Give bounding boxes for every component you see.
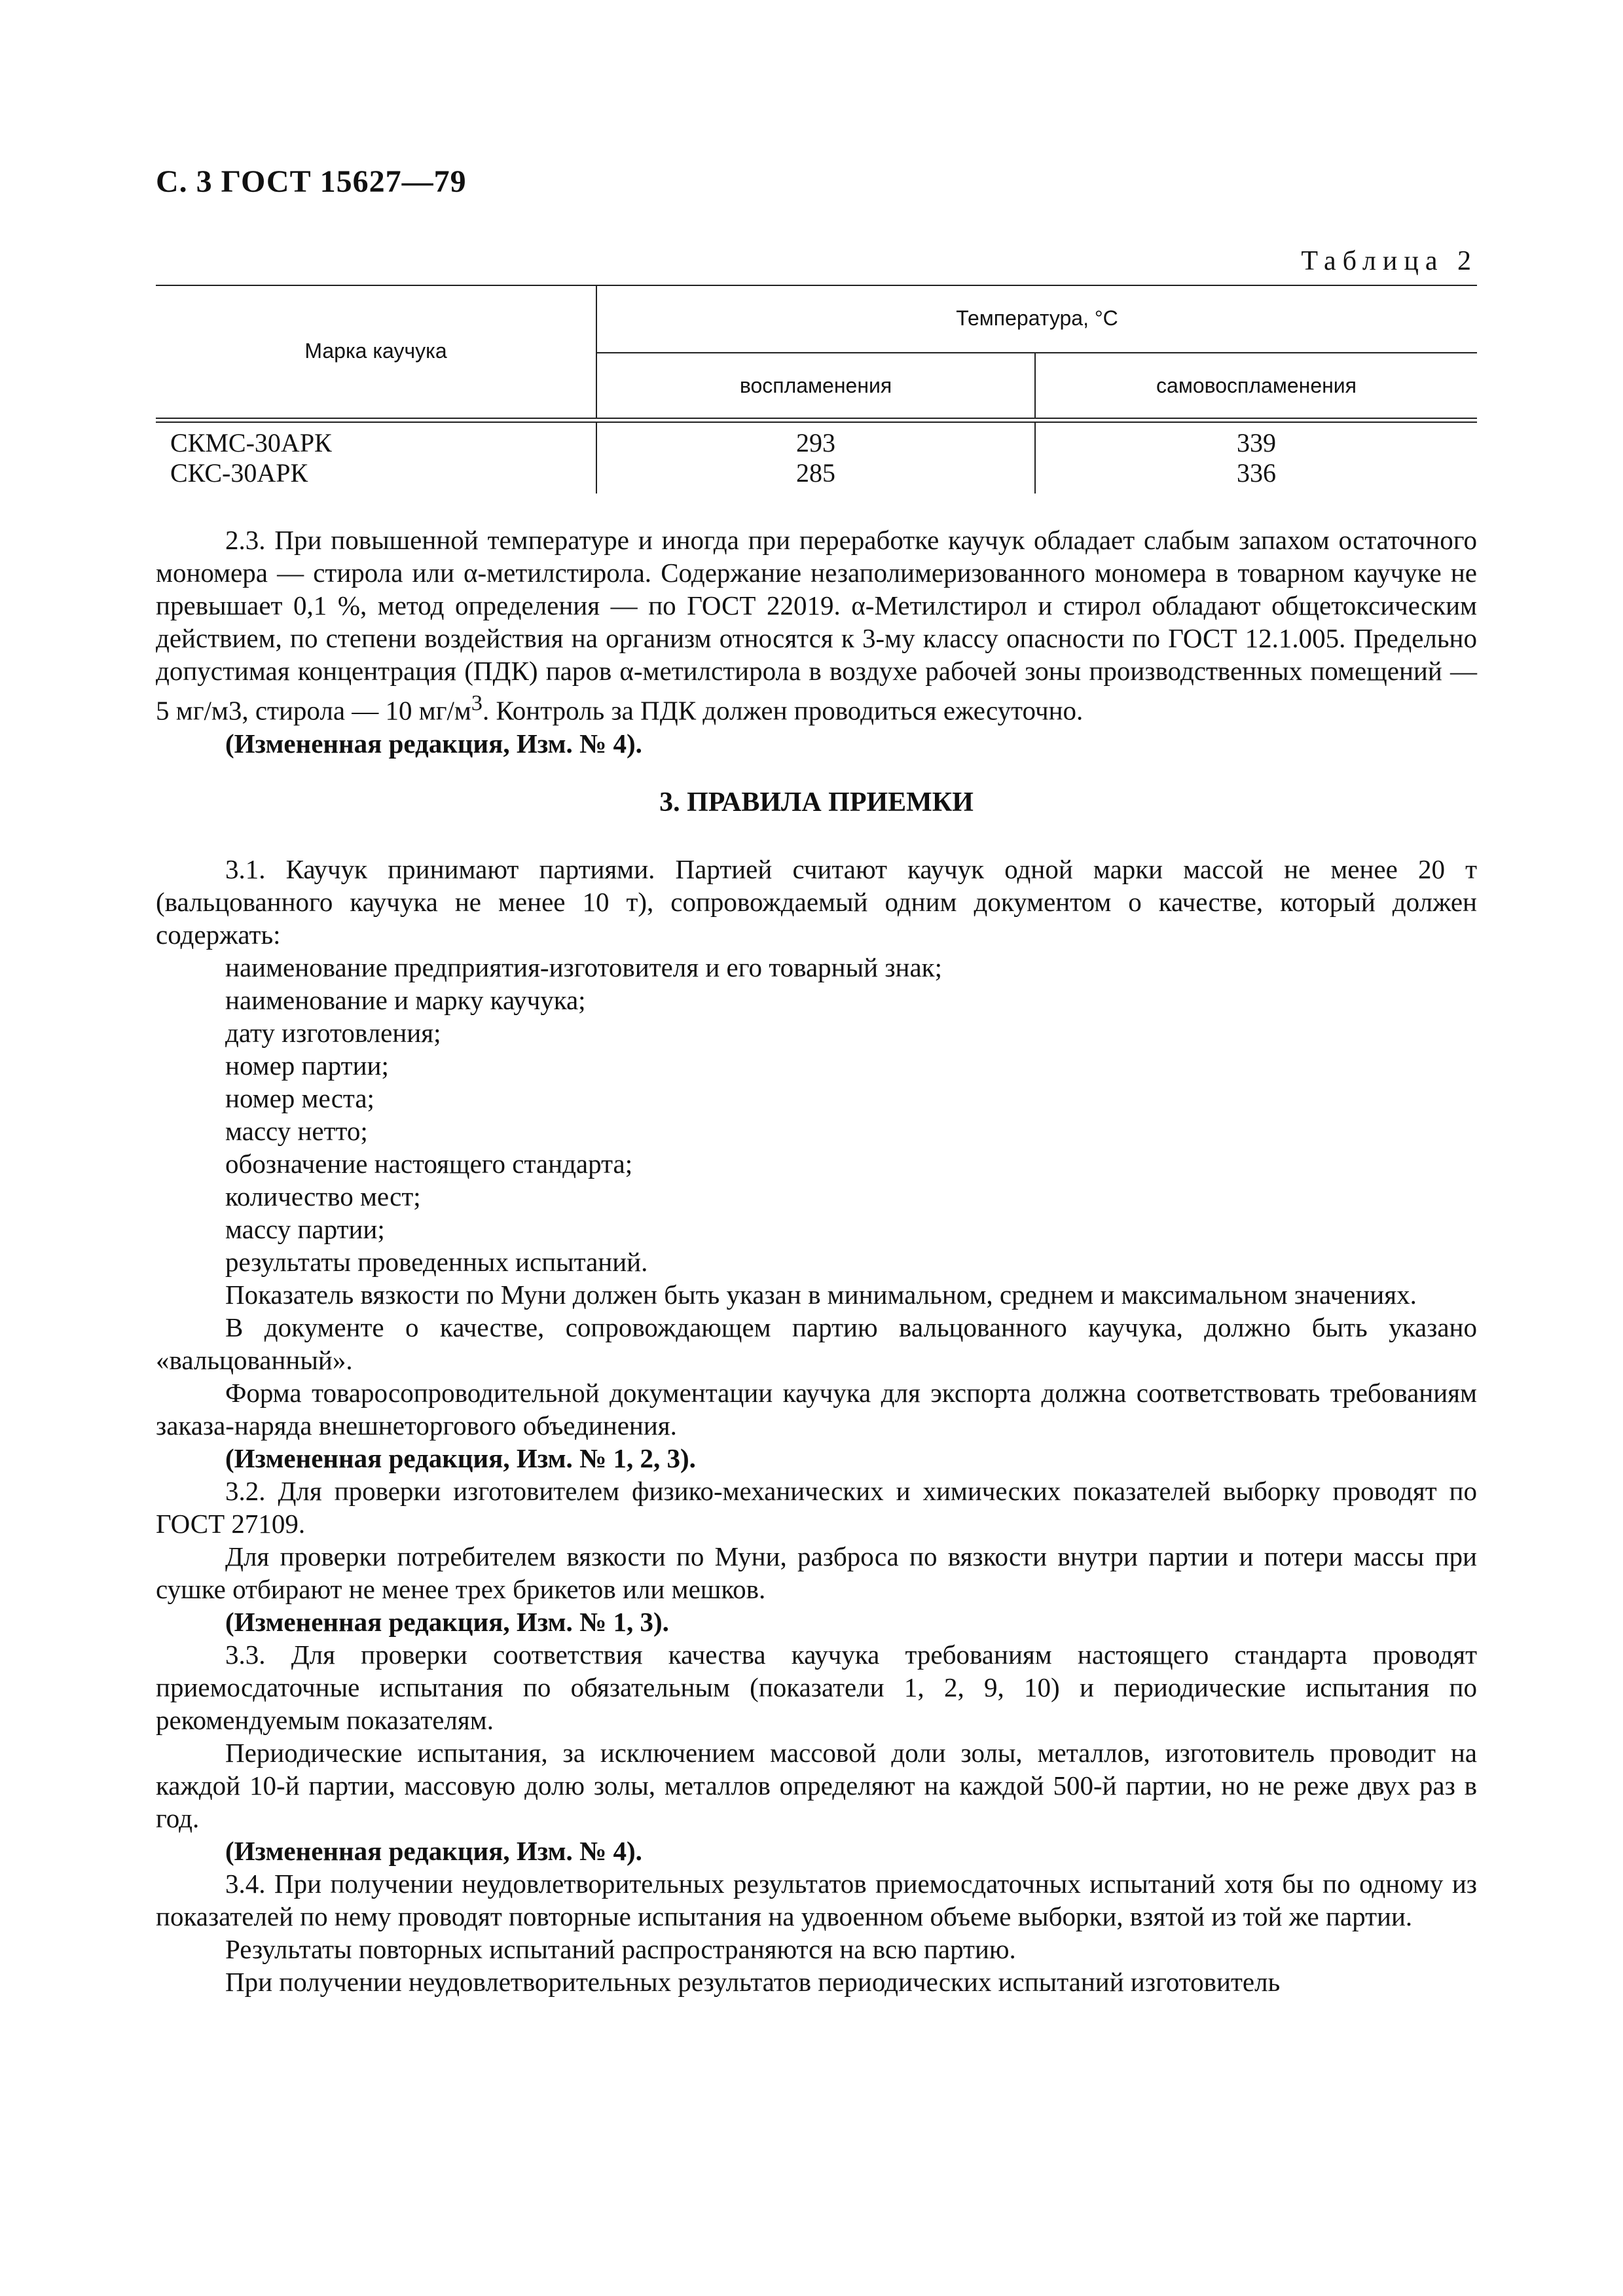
header-ignition: воспламенения bbox=[739, 373, 892, 397]
paragraph-consumer-check: Для проверки потребителем вязкости по Муни, разброса по вязкости внутри партии и потери массы при сушке отбирают не менее трех брикетов или мешков. bbox=[156, 1541, 1477, 1604]
list-item: массу нетто; bbox=[225, 1115, 368, 1146]
amendment-note: (Измененная редакция, Изм. № 4). bbox=[225, 1835, 642, 1866]
paragraph-2-3: 2.3. При повышенной температуре и иногда при переработке каучук обладает слабым запахом остаточного мономера — стирола или α-метилстирола. Содержание незаполимеризованного мономера в товарном каучуке не превышает 0,1 %, метод определения — по ГОСТ 22019. α-Метилстирол и стирол обладают общетоксическим действием, по степени воздействия на организм относятся к 3-му классу опасности по ГОСТ 12.1.005. Предельно допустимая концентрация (ПДК) паров α-метилстирола в воздухе рабочей зоны производственных помещений — 5 мг/м3, стирола — 10 $мг/м^3$. Контроль за ПДК должен проводиться ежесуточно. bbox=[156, 525, 1477, 726]
table-header-rule-2 bbox=[156, 422, 1477, 423]
paragraph-mooney: Показатель вязкости по Муни должен быть указан в минимальном, среднем и максимальном значениях. bbox=[225, 1279, 1417, 1310]
paragraph-periodic-failure: При получении неудовлетворительных результатов периодических испытаний изготовитель bbox=[225, 1966, 1281, 1997]
list-item: номер партии; bbox=[225, 1050, 389, 1081]
list-item: дату изготовления; bbox=[225, 1017, 441, 1048]
list-item: обозначение настоящего стандарта; bbox=[225, 1148, 633, 1179]
paragraph-periodic-tests: Периодические испытания, за исключением массовой доли золы, металлов, изготовитель проводит на каждой 10-й партии, массовую долю золы, металлов определяют на каждой 500-й партии, но не реже двух раз в год. bbox=[156, 1737, 1477, 1833]
row-1-ignition: 293 bbox=[796, 428, 835, 457]
section-3-title: 3. ПРАВИЛА ПРИЕМКИ bbox=[659, 787, 974, 817]
list-item: наименование и марку каучука; bbox=[225, 984, 586, 1015]
row-1-brand: СКМС-30АРК bbox=[170, 428, 332, 457]
amendment-note: (Измененная редакция, Изм. № 1, 3). bbox=[225, 1606, 669, 1637]
page-header: С. 3 ГОСТ 15627—79 bbox=[156, 164, 467, 199]
temperature-table bbox=[156, 285, 1477, 494]
row-2-ignition: 285 bbox=[796, 458, 835, 488]
header-self-ignition: самовоспламенения bbox=[1156, 373, 1357, 397]
document-body bbox=[156, 524, 1477, 1998]
list-item: количество мест; bbox=[225, 1181, 421, 1211]
table-caption: Таблица 2 bbox=[1301, 246, 1478, 276]
amendment-note: (Измененная редакция, Изм. № 4). bbox=[225, 728, 642, 759]
paragraph-repeat-results: Результаты повторных испытаний распространяются на всю партию. bbox=[225, 1933, 1016, 1964]
paragraph-export: Форма товаросопроводительной документации каучука для экспорта должна соответствовать требованиям заказа-наряда внешнеторгового объединения. bbox=[156, 1377, 1477, 1441]
paragraph-3-2: 3.2. Для проверки изготовителем физико-механических и химических показателей выборку проводят по ГОСТ 27109. bbox=[156, 1475, 1477, 1539]
paragraph-rolled: В документе о качестве, сопровождающем партию вальцованного каучука, должно быть указано «вальцованный». bbox=[156, 1312, 1477, 1375]
header-temperature: Температура, °С bbox=[956, 306, 1118, 330]
amendment-note: (Измененная редакция, Изм. № 1, 2, 3). bbox=[225, 1443, 696, 1473]
row-2-brand: СКС-30АРК bbox=[170, 458, 308, 488]
paragraph-3-1: 3.1. Каучук принимают партиями. Партией считают каучук одной марки массой не менее 20 т (вальцованного каучука не менее 10 т), сопровождаемый одним документом о качестве, который должен содержать: bbox=[156, 853, 1477, 950]
header-brand: Марка каучука bbox=[304, 339, 447, 363]
list-item: массу партии; bbox=[225, 1213, 385, 1244]
paragraph-3-4: 3.4. При получении неудовлетворительных результатов приемосдаточных испытаний хотя бы по одному из показателей по нему проводят повторные испытания на удвоенном объеме выборки, взятой из той же партии. bbox=[156, 1868, 1477, 1931]
row-1-self-ignition: 339 bbox=[1237, 428, 1276, 457]
list-item: наименование предприятия-изготовителя и его товарный знак; bbox=[225, 952, 942, 982]
list-item: номер места; bbox=[225, 1083, 374, 1113]
table-header-rule-1 bbox=[156, 418, 1477, 419]
list-item: результаты проведенных испытаний. bbox=[225, 1246, 648, 1277]
paragraph-3-3: 3.3. Для проверки соответствия качества каучука требованиям настоящего стандарта проводят приемосдаточные испытания по обязательным (показатели 1, 2, 9, 10) и периодические испытания по рекомендуемым показателям. bbox=[156, 1639, 1477, 1735]
row-2-self-ignition: 336 bbox=[1237, 458, 1276, 488]
